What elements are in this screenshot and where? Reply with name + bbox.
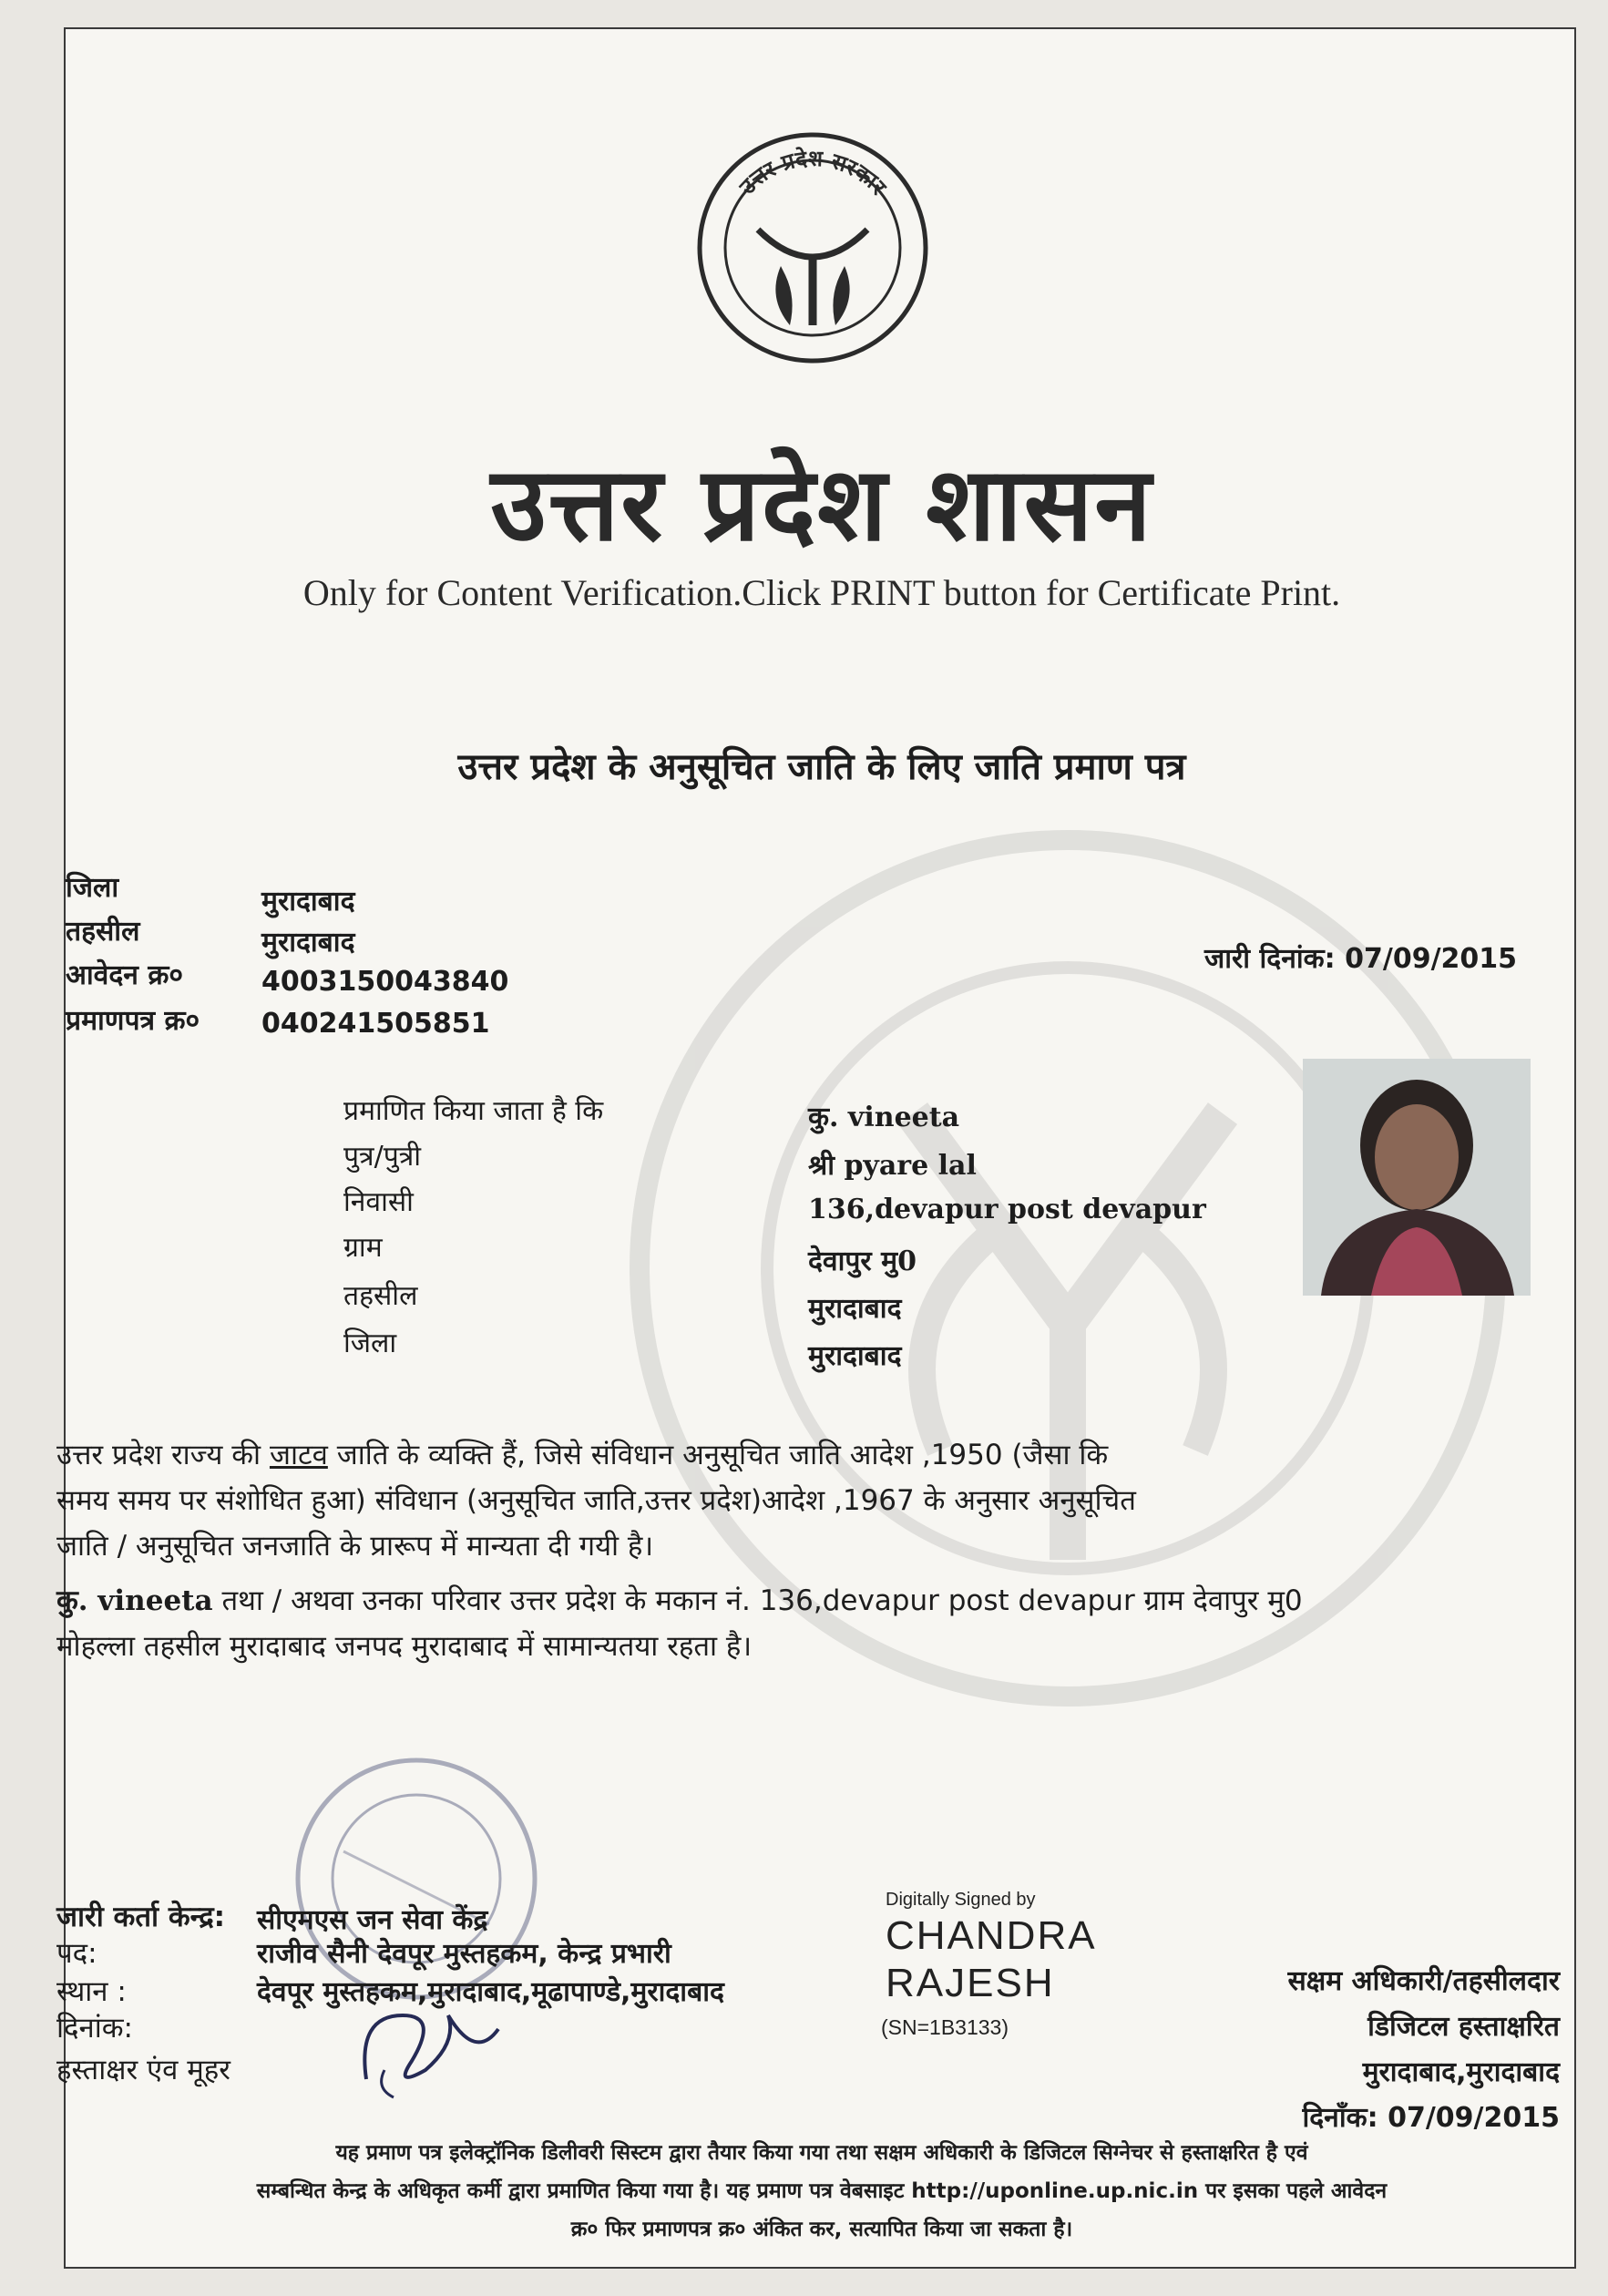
officer-date-label: दिनाँक: [1302, 2102, 1378, 2134]
handwritten-signature-icon [339, 1979, 521, 2106]
caste-statement-line2: समय समय पर संशोधित हुआ) संविधान (अनुसूचित जाति,उत्तर प्रदेश)आदेश ,1967 के अनुसार अनुसूचित [56, 1484, 1136, 1517]
issue-date-label: जारी दिनांक: [1204, 943, 1336, 975]
caste-statement [56, 1432, 1569, 1569]
residence-statement-line1 [56, 1578, 1569, 1624]
certificate-number: 040241505851 [261, 1008, 490, 1040]
resident-label: निवासी [343, 1186, 414, 1218]
tehsil-label: तहसील [66, 916, 140, 948]
candidate-name: कु. vineeta [808, 1102, 960, 1133]
residence-candidate-name: कु. vineeta [56, 1584, 213, 1617]
resident-value: 136,devapur post devapur [808, 1194, 1206, 1225]
parent-label: पुत्र/पुत्री [343, 1141, 422, 1173]
place-value: देवपूर मुस्तहकम,मुरादाबाद,मूढापाण्डे,मुरादाबाद [257, 1976, 724, 2008]
detail-district-label: जिला [343, 1327, 397, 1359]
caste-name: जाटव [269, 1439, 328, 1471]
officer-signed: डिजिटल हस्ताक्षरित [1367, 2011, 1560, 2043]
issue-date [1204, 938, 1517, 976]
certificate-label: प्रमाणपत्र क्र० [66, 1005, 200, 1037]
disclaimer-line3: क्र० फिर प्रमाणपत्र क्र० अंकित कर, सत्यापित किया जा सकता है। [570, 2218, 1073, 2241]
residence-address: तथा / अथवा उनका परिवार उत्तर प्रदेश के मकान नं. 136,devapur post devapur ग्राम देवापुर मु0 [221, 1584, 1303, 1617]
caste-statement-line1 [56, 1432, 1569, 1478]
issuer-date-label: दिनांक: [56, 2012, 133, 2045]
emblem-text: उत्तर प्रदेश सरकार [733, 145, 892, 200]
tehsil-value: मुरादाबाद [261, 927, 355, 958]
government-title: उत्तर प्रदेश शासन [490, 446, 1153, 564]
certificate-sheet [56, 27, 1576, 2269]
footer-disclaimer [66, 2134, 1578, 2249]
district-value: मुरादाबाद [261, 886, 355, 917]
issue-date-value: 07/09/2015 [1345, 943, 1518, 975]
issuing-center-label: जारी कर्ता केन्द्र: [56, 1901, 226, 1933]
detail-tehsil-value: मुरादाबाद [808, 1293, 902, 1325]
residence-statement-line2: मोहल्ला तहसील मुरादाबाद जनपद मुरादाबाद में सामान्यतया रहता है। [56, 1630, 753, 1663]
district-label: जिला [66, 872, 119, 904]
officer-designation: सक्षम अधिकारी/तहसीलदार [1287, 1965, 1560, 1997]
candidate-photo [1303, 1059, 1531, 1296]
residence-statement [56, 1578, 1569, 1669]
sign-seal-label: हस्ताक्षर एंव मूहर [56, 2054, 230, 2086]
verification-note: Only for Content Verification.Click PRINT button for Certificate Print. [302, 572, 1341, 613]
post-label: पद: [56, 1937, 97, 1970]
detail-district-value: मुरादाबाद [808, 1340, 902, 1372]
statement-prefix: उत्तर प्रदेश राज्य की [56, 1439, 261, 1471]
certify-label: प्रमाणित किया जाता है कि [343, 1095, 604, 1127]
disclaimer-line2: सम्बन्धित केन्द्र के अधिकृत कर्मी द्वारा प्रमाणित किया गया है। यह प्रमाण पत्र वेबसाइट http://uponline.up.nic.in पर इसका पहले आवेदन [256, 2179, 1388, 2203]
parent-name: श्री pyare lal [808, 1150, 977, 1182]
digitally-signed-caption: Digitally Signed by [886, 1890, 1036, 1910]
person-photo-icon [1303, 1059, 1531, 1296]
signer-name-line1: CHANDRA [886, 1913, 1097, 1958]
officer-date-value: 07/09/2015 [1388, 2102, 1560, 2134]
certificate-title: उत्तर प्रदेश के अनुसूचित जाति के लिए जाति प्रमाण पत्र [457, 746, 1186, 788]
officer-location: मुरादाबाद,मुरादाबाद [1362, 2056, 1560, 2088]
issuing-center-value: सीएमएस जन सेवा केंद्र [257, 1904, 488, 1936]
application-number: 4003150043840 [261, 966, 509, 998]
village-value: देवापुर मु0 [808, 1245, 917, 1277]
village-label: ग्राम [343, 1232, 383, 1264]
place-label: स्थान : [56, 1975, 127, 2008]
disclaimer-line1: यह प्रमाण पत्र इलेक्ट्रॉनिक डिलीवरी सिस्टम द्वारा तैयार किया गया तथा सक्षम अधिकारी के डिजिटल सिग्नेचर से हस्ताक्षरित है एवं [335, 2141, 1308, 2165]
up-emblem-logo [694, 129, 931, 366]
caste-statement-line3: जाति / अनुसूचित जनजाति के प्रारूप में मान्यता दी गयी है। [56, 1530, 654, 1563]
signer-name-line2: RAJESH [886, 1961, 1055, 2005]
officer-block [1104, 1959, 1560, 2141]
signer-serial: (SN=1B3133) [881, 2015, 1009, 2039]
statement-suffix: जाति के व्यक्ति हैं, जिसे संविधान अनुसूचित जाति आदेश ,1950 (जैसा कि [336, 1439, 1109, 1471]
detail-tehsil-label: तहसील [343, 1280, 418, 1312]
post-value: राजीव सैनी देवपूर मुस्तहकम, केन्द्र प्रभारी [257, 1938, 671, 1970]
application-label: आवेदन क्र० [66, 959, 184, 991]
